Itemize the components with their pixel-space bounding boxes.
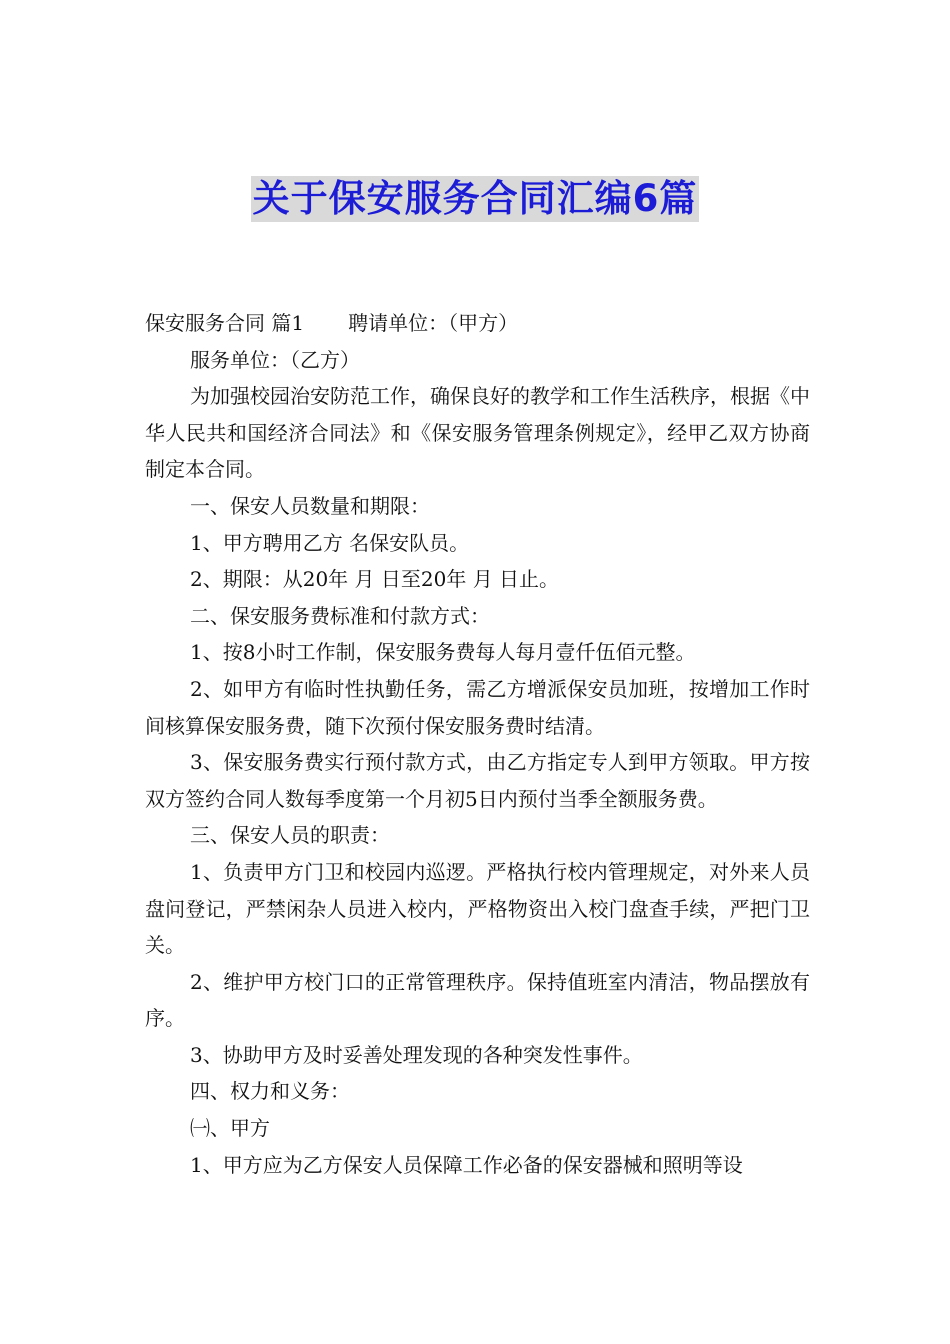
paragraph: 3、保安服务费实行预付款方式，由乙方指定专人到甲方领取。甲方按双方签约合同人数每季度第一个月初5日内预付当季全额服务费。 xyxy=(145,750,810,811)
paragraph: 1、甲方聘用乙方 名保安队员。 xyxy=(190,530,470,555)
paragraph: 1、甲方应为乙方保安人员保障工作必备的保安器械和照明等设 xyxy=(190,1152,743,1177)
document-body xyxy=(145,305,810,1183)
paragraph: 2、如甲方有临时性执勤任务，需乙方增派保安员加班，按增加工作时间核算保安服务费，随下次预付保安服务费时结清。 xyxy=(145,676,810,738)
paragraph: 3、协助甲方及时妥善处理发现的各种突发性事件。 xyxy=(190,1042,643,1067)
paragraph: 服务单位：（乙方） xyxy=(190,347,360,372)
paragraph: 1、按8小时工作制，保安服务费每人每月壹仟伍佰元整。 xyxy=(190,640,696,665)
section-heading: 三、保安人员的职责： xyxy=(190,823,390,848)
employer-label: 聘请单位：（甲方） xyxy=(348,311,519,335)
section-heading: 二、保安服务费标准和付款方式： xyxy=(190,603,490,628)
contract-heading-line xyxy=(145,305,810,342)
paragraph: 为加强校园治安防范工作，确保良好的教学和工作生活秩序，根据《中华人民共和国经济合同法》和《保安服务管理条例规定》，经甲乙双方协商制定本合同。 xyxy=(145,384,810,482)
title-container xyxy=(0,176,950,222)
paragraph: 1、负责甲方门卫和校园内巡逻。严格执行校内管理规定，对外来人员盘问登记，严禁闲杂人员进入校内，严格物资出入校门盘查手续，严把门卫关。 xyxy=(145,859,810,958)
section-heading: 一、保安人员数量和期限： xyxy=(190,493,430,518)
section-heading: 四、权力和义务： xyxy=(190,1079,350,1104)
paragraph: 2、维护甲方校门口的正常管理秩序。保持值班室内清洁，物品摆放有序。 xyxy=(145,969,810,1031)
paragraph: 2、期限：从20年 月 日至20年 月 日止。 xyxy=(190,567,560,592)
subsection-heading: ㈠、甲方 xyxy=(190,1116,270,1141)
document-title: 关于保安服务合同汇编6篇 xyxy=(252,177,698,220)
contract-label: 保安服务合同 篇1 xyxy=(145,311,305,335)
